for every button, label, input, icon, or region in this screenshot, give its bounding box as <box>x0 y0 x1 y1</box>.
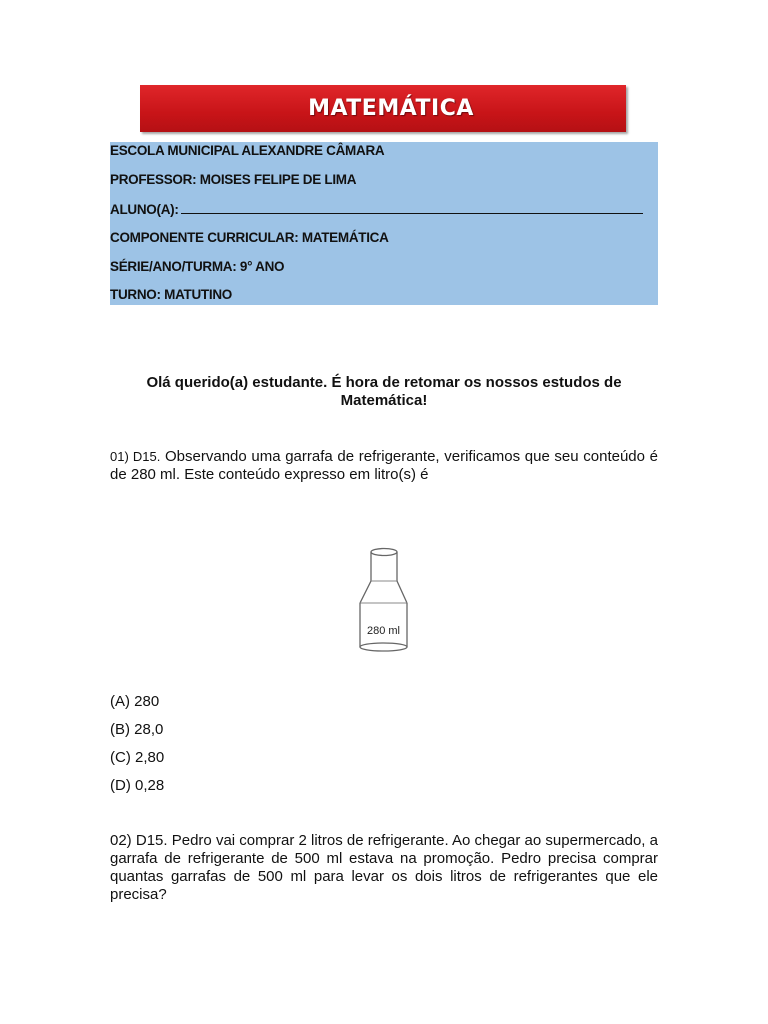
shift-line: TURNO: MATUTINO <box>110 287 232 302</box>
subject-line: COMPONENTE CURRICULAR: MATEMÁTICA <box>110 230 389 245</box>
student-name-blank <box>181 201 643 214</box>
option-b: (B) 28,0 <box>110 721 164 738</box>
option-d: (D) 0,28 <box>110 777 165 794</box>
student-line <box>110 201 643 217</box>
bottle-illustration <box>355 545 415 655</box>
question-1 <box>110 448 658 484</box>
question-2: 02) D15. Pedro vai comprar 2 litros de refrigerante. Ao chegar ao supermercado, a garrafa de refrigerante de 500 ml estava na promoção. Pedro precisa comprar quantas garrafas de 500 ml para levar os dois litros de refrigerantes que ele precisa? <box>110 832 658 903</box>
question-1-text: Observando uma garrafa de refrigerante, verificamos que seu conteúdo é de 280 ml. Este conteúdo expresso em litro(s) é <box>110 448 658 483</box>
student-label: ALUNO(A): <box>110 202 179 217</box>
greeting-text: Olá querido(a) estudante. É hora de retomar os nossos estudos de Matemática! <box>146 374 622 409</box>
grade-line: SÉRIE/ANO/TURMA: 9° ANO <box>110 259 285 274</box>
option-a: (A) 280 <box>110 693 160 710</box>
teacher-name: PROFESSOR: MOISES FELIPE DE LIMA <box>110 172 357 187</box>
bottle-label: 280 ml <box>366 625 401 637</box>
student-info-box <box>110 142 658 305</box>
banner-title: MATEMÁTICA <box>308 96 474 121</box>
question-1-number: 01) D15. <box>110 449 161 464</box>
school-name: ESCOLA MUNICIPAL ALEXANDRE CÂMARA <box>110 143 385 158</box>
option-c: (C) 2,80 <box>110 749 165 766</box>
subject-banner <box>140 85 626 132</box>
